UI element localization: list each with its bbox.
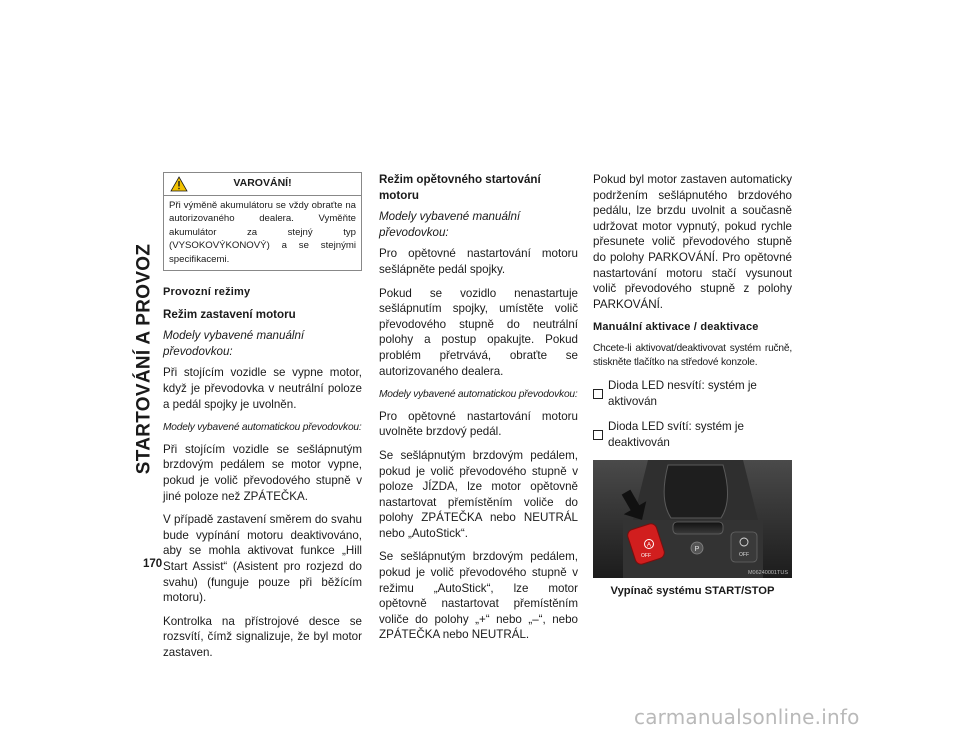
watermark: carmanualsonline.info: [634, 705, 860, 729]
check-item-label: Dioda LED svítí: systém je deaktivován: [608, 420, 744, 449]
page-number: 170: [143, 558, 163, 570]
side-chapter-tab: [130, 168, 158, 550]
paragraph: V případě zastavení směrem do svahu bude vypínání motoru deaktivováno, aby se mohla aktivovat funkce „Hill Start Assist“ (Asistent pro rozjezd do svahu) (funguje pouze při běžícím motoru).: [163, 513, 362, 605]
column-2: [379, 172, 578, 651]
svg-text:P: P: [694, 546, 700, 554]
esc-off-label: OFF: [739, 552, 749, 559]
column-3: [593, 172, 792, 600]
paragraph: Se sešlápnutým brzdovým pedálem, pokud je volič převodového stupně v režimu „AutoStick“, lze motor opětovně nastartovat přemístěním voliče do polohy „+“ nebo „–“, nebo ZPÁTEČKA nebo NEUTRÁL.: [379, 550, 578, 642]
auto-label: Modely vybavené automatickou převodovkou:: [379, 389, 578, 401]
paragraph: Pokud se vozidlo nenastartuje sešlápnutím spojky, umístěte volič převodového stupně do neutrální polohy a postup opakujte. Pokud problém přetrvává, obraťte se autorizovaného dealera.: [379, 286, 578, 378]
paragraph: Při stojícím vozidle se sešlápnutým brzdovým pedálem se motor vypne, pokud je volič převodového stupně v jiné poloze než ZPÁTEČKA.: [163, 442, 362, 503]
button-off-label: OFF: [641, 553, 651, 560]
section-title-modes: Provozní režimy: [163, 286, 251, 299]
subtitle-engine-stop: Režim zastavení motoru: [163, 307, 296, 321]
paragraph: Při stojícím vozidle se vypne motor, když je převodovka v neutrální poloze a pedál spojky je uvolněn.: [163, 366, 362, 411]
check-item-label: Dioda LED nesvítí: systém je aktivován: [608, 378, 757, 408]
paragraph: Kontrolka na přístrojové desce se rozsvítí, čímž signalizuje, že byl motor zastaven.: [163, 614, 362, 659]
checkbox-icon: [593, 389, 603, 399]
warning-box: [163, 172, 362, 271]
paragraph: Se sešlápnutým brzdovým pedálem, pokud je volič převodového stupně v poloze JÍZDA, lze motor opětovně nastartovat přemístěním voliče do polohy ZPÁTEČKA nebo NEUTRÁL nebo „AutoStick“.: [379, 448, 578, 540]
warning-triangle-icon: [170, 176, 192, 192]
warning-text: Při výměně akumulátoru se vždy obraťte na autorizovaného dealera. Vyměňte akumulátor za stejný typ (VYSOKOVÝKONOVÝ) a se stejnými specifikacemi.: [169, 200, 356, 265]
photo-caption: Vypínač systému START/STOP: [610, 585, 775, 598]
chapter-title: STARTOVÁNÍ A PROVOZ: [133, 243, 155, 475]
check-item: [593, 419, 792, 450]
paragraph: Pro opětovné nastartování motoru sešlápněte pedál spojky.: [379, 247, 578, 276]
column-1: [163, 172, 362, 669]
subtitle-engine-restart: Režim opětovného startování motoru: [379, 173, 541, 202]
warning-title: VAROVÁNÍ!: [233, 177, 292, 190]
paragraph: Pokud byl motor zastaven automaticky podržením sešlápnutého brzdového pedálu, lze brzdu uvolnit a současně udržovat motor vypnutý, pokud rychle přesunete volič převodového stupně do polohy PARKOVÁNÍ. Pro opětovné nastartování motoru stačí vysunout volič převodového stupně z polohy PARKOVÁNÍ.: [593, 173, 792, 311]
section-title-manual: Manuální aktivace / deaktivace: [593, 321, 759, 334]
paragraph-small: Chcete-li aktivovat/deaktivovat systém ručně, stiskněte tlačítko na středové konzole.: [593, 342, 792, 368]
manual-label: Modely vybavené manuální převodovkou:: [379, 210, 521, 239]
checkbox-icon: [593, 430, 603, 440]
manual-label: Modely vybavené manuální převodovkou:: [163, 329, 305, 358]
photo-code: M06240001TUS: [747, 570, 788, 577]
start-stop-switch-photo: [593, 460, 792, 578]
paragraph: Pro opětovné nastartování motoru uvolněte brzdový pedál.: [379, 409, 578, 439]
svg-text:A: A: [646, 542, 652, 549]
warning-header: [164, 173, 361, 196]
check-item: [593, 378, 792, 409]
auto-label: Modely vybavené automatickou převodovkou:: [163, 422, 362, 434]
